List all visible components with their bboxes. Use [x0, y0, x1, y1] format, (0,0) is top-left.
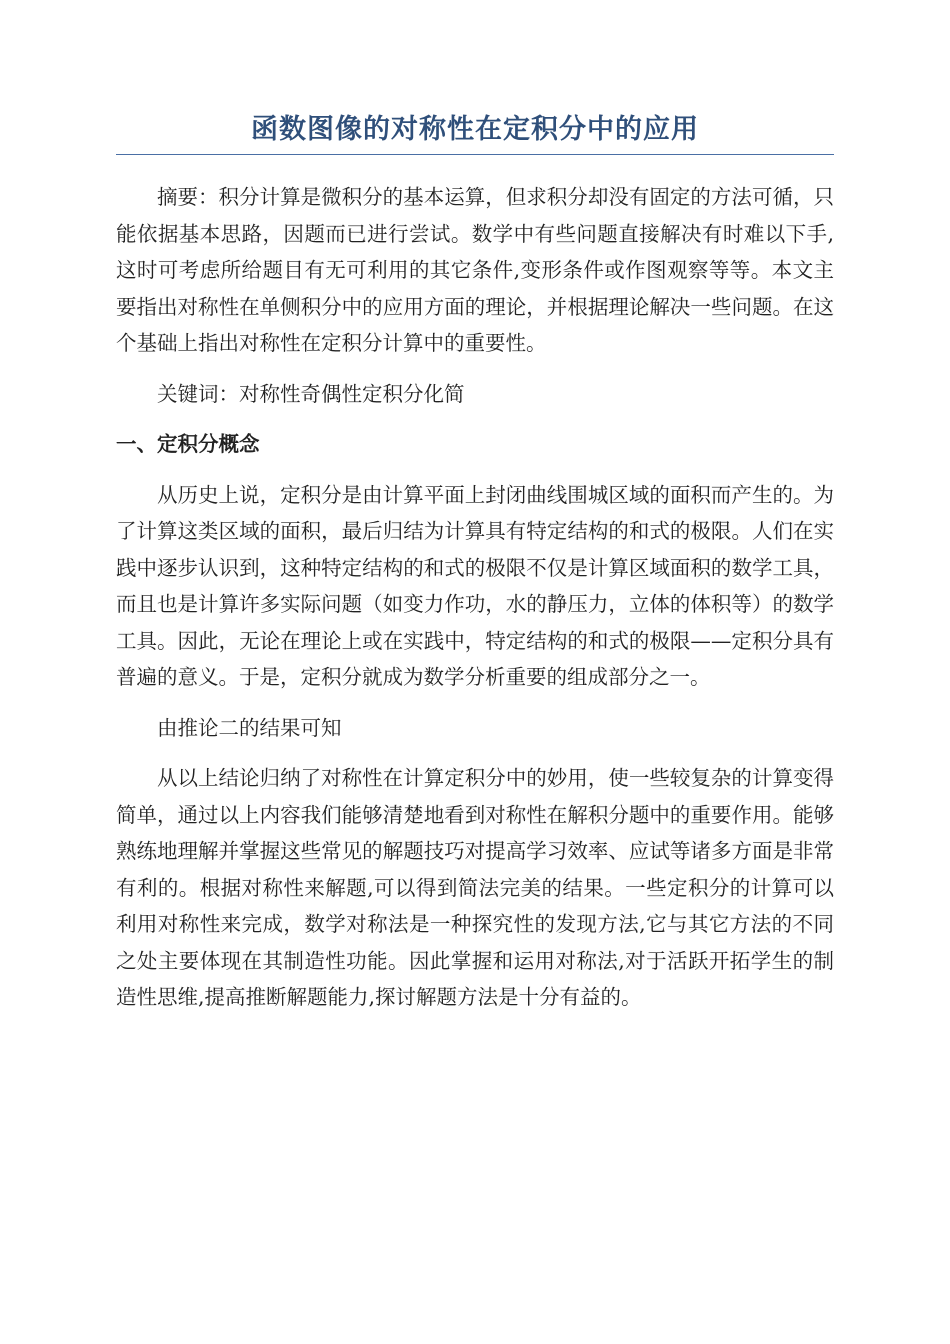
body-paragraph-history: 从历史上说，定积分是由计算平面上封闭曲线围城区域的面积而产生的。为了计算这类区域的面积，最后归结为计算具有特定结构的和式的极限。人们在实践中逐步认识到，这种特定结构的和式的极限不仅是计算区域面积的数学工具，而且也是计算许多实际问题（如变力作功，水的静压力，立体的体积等）的数学工具。因此，无论在理论上或在实践中，特定结构的和式的极限——定积分具有普遍的意义。于是，定积分就成为数学分析重要的组成部分之一。: [116, 482, 834, 689]
abstract-paragraph: 摘要：积分计算是微积分的基本运算，但求积分却没有固定的方法可循，只能依据基本思路，因题而已进行尝试。数学中有些问题直接解决有时难以下手,这时可考虑所给题目有无可利用的其它条件,变形条件或作图观察等等。本文主要指出对称性在单侧积分中的应用方面的理论，并根据理论解决一些问题。在这个基础上指出对称性在定积分计算中的重要性。: [116, 185, 834, 355]
title-underline: [116, 154, 834, 155]
section-heading: 一、定积分概念: [116, 432, 260, 456]
document-page: [116, 108, 834, 1016]
body-paragraph-conclusion: 从以上结论归纳了对称性在计算定积分中的妙用，使一些较复杂的计算变得简单，通过以上内容我们能够清楚地看到对称性在解积分题中的重要作用。能够熟练地理解并掌握这些常见的解题技巧对提高学习效率、应试等诸多方面是非常有利的。根据对称性来解题,可以得到简法完美的结果。一些定积分的计算可以利用对称性来完成，数学对称法是一种探究性的发现方法,它与其它方法的不同之处主要体现在其制造性功能。因此掌握和运用对称法,对于活跃开拓学生的制造性思维,提高推断解题能力,探讨解题方法是十分有益的。: [116, 766, 834, 1009]
keywords-line: 关键词：对称性奇偶性定积分化简: [157, 381, 465, 406]
body-paragraph-corollary: 由推论二的结果可知: [157, 715, 342, 740]
document-title: 函数图像的对称性在定积分中的应用: [251, 114, 699, 145]
